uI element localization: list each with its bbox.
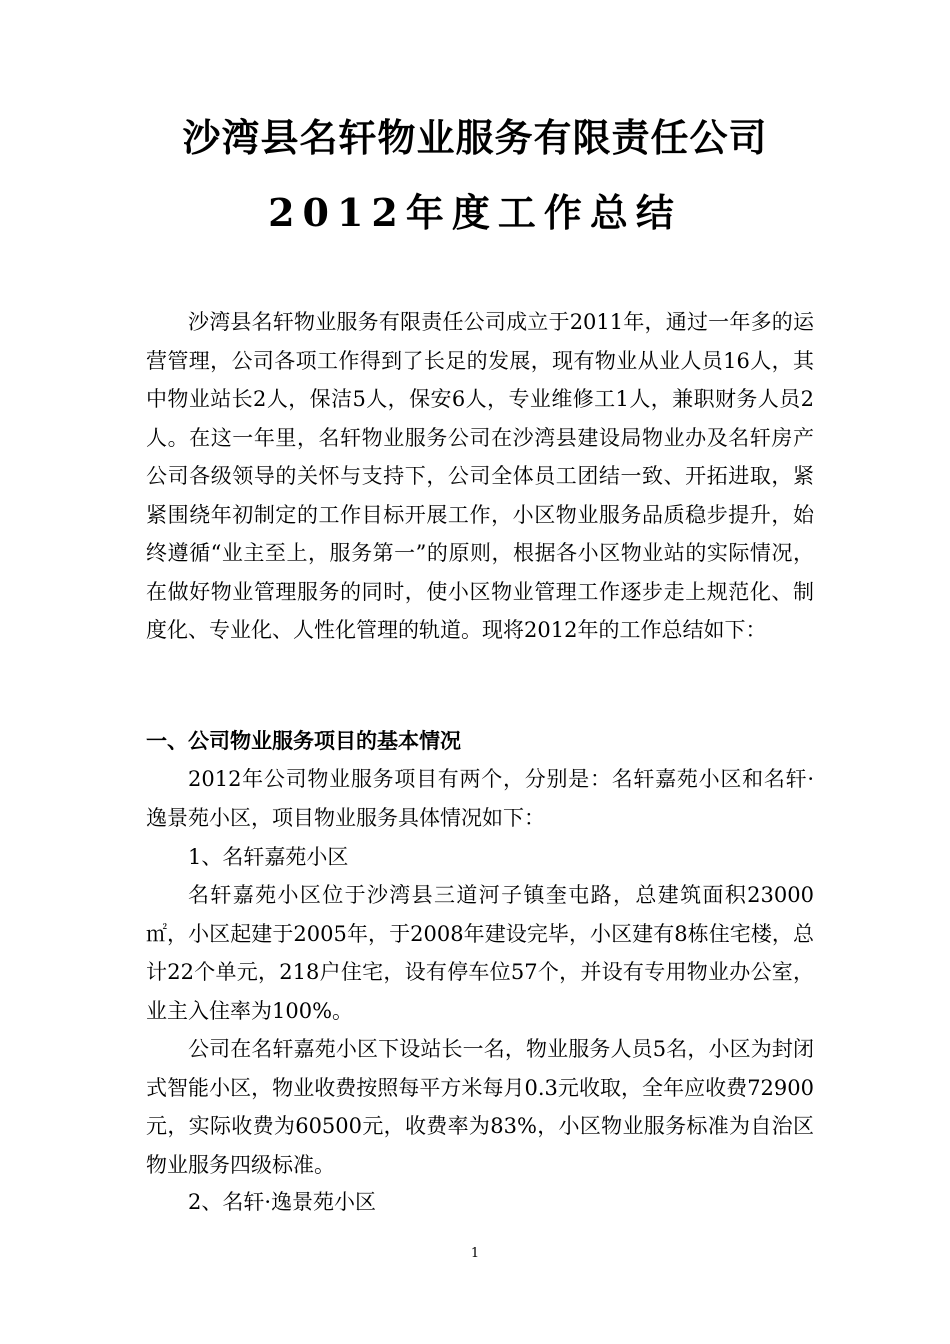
document-subtitle: 2012年度工作总结 [268, 190, 682, 235]
projects-paragraph: 2012年公司物业服务项目有两个，分别是：名轩嘉苑小区和名轩·逸景苑小区，项目物业服务具体情况如下： [146, 767, 814, 830]
subheading-yijingyuan: 2、名轩·逸景苑小区 [188, 1190, 377, 1214]
page-number: 1 [470, 1246, 480, 1261]
section-heading: 一、公司物业服务项目的基本情况 [146, 729, 461, 753]
document-title: 沙湾县名轩物业服务有限责任公司 [182, 115, 768, 160]
subheading-mingxuan-jiayuan: 1、名轩嘉苑小区 [188, 845, 349, 869]
jiayuan-service-paragraph: 公司在名轩嘉苑小区下设站长一名，物业服务人员5名，小区为封闭式智能小区，物业收费按照每平方米每月0.3元收取，全年应收费72900元，实际收费为60500元，收费率为83%，小区物业服务标准为自治区物业服务四级标准。 [146, 1037, 814, 1177]
intro-paragraph: 沙湾县名轩物业服务有限责任公司成立于2011年，通过一年多的运营管理，公司各项工作得到了长足的发展，现有物业从业人员16人，其中物业站长2人，保洁5人，保安6人，专业维修工1人，兼职财务人员2人。在这一年里，名轩物业服务公司在沙湾县建设局物业办及名轩房产公司各级领导的关怀与支持下，公司全体员工团结一致、开拓进取，紧紧围绕年初制定的工作目标开展工作，小区物业服务品质稳步提升，始终遵循“业主至上，服务第一”的原则，根据各小区物业站的实际情况，在做好物业管理服务的同时，使小区物业管理工作逐步走上规范化、制度化、专业化、人性化管理的轨道。现将2012年的工作总结如下： [146, 310, 814, 642]
jiayuan-overview-paragraph: 名轩嘉苑小区位于沙湾县三道河子镇奎屯路，总建筑面积23000㎡，小区起建于2005年，于2008年建设完毕，小区建有8栋住宅楼，总计22个单元，218户住宅，设有停车位57个，并设有专用物业办公室，业主入住率为100%。 [146, 883, 814, 1023]
